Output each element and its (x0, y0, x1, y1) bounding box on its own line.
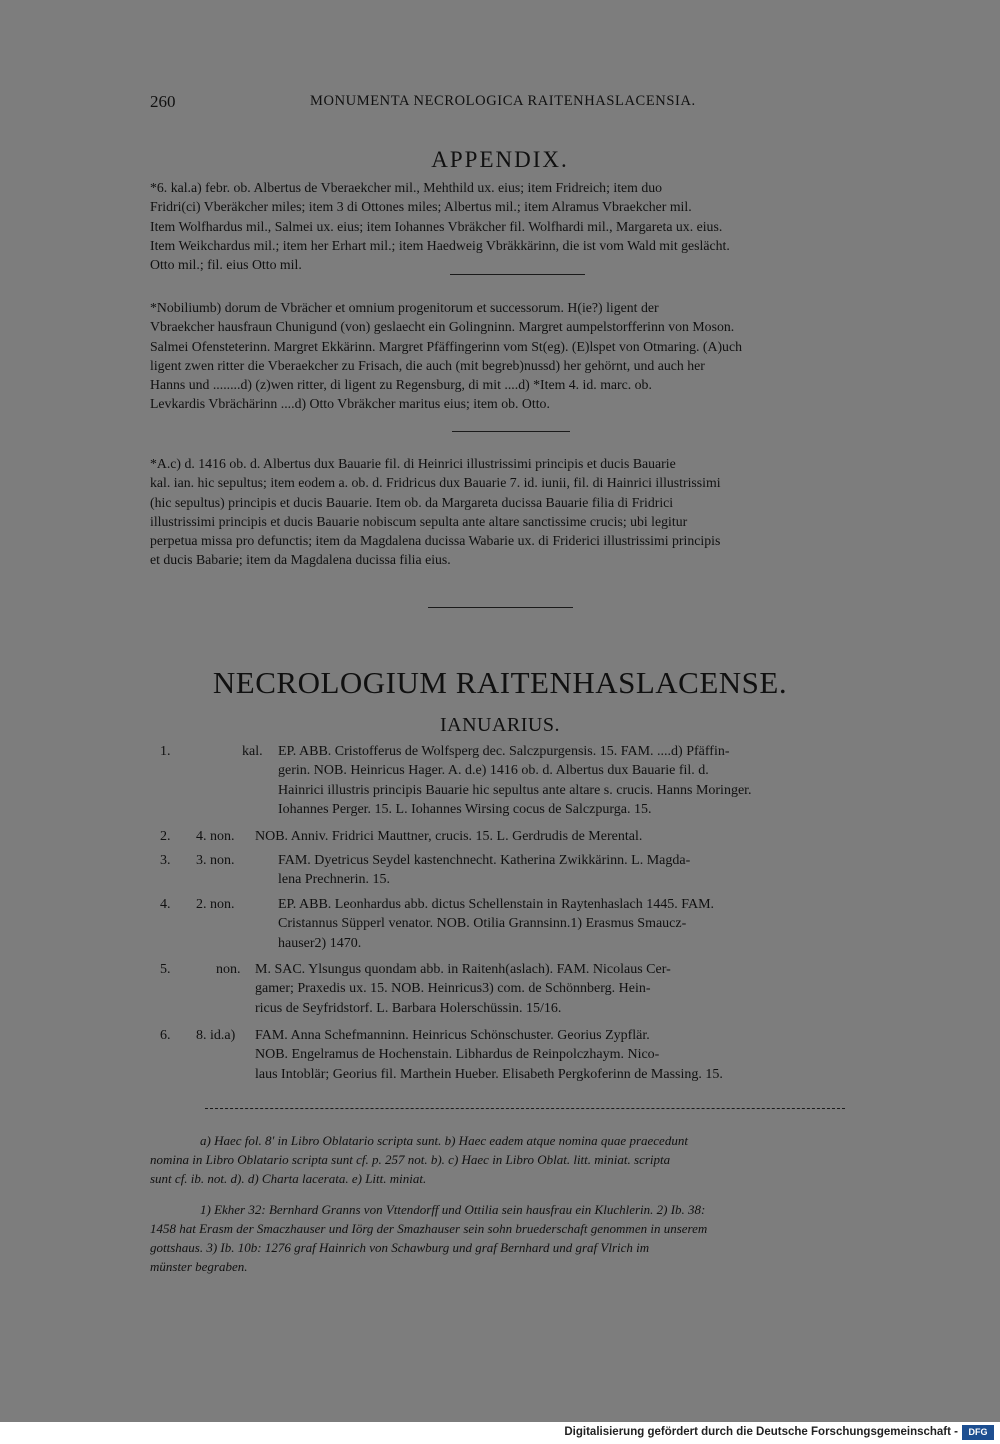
footnote-line: sunt cf. ib. not. d). d) Charta lacerata. e) Litt. miniat. (150, 1171, 427, 1186)
footnote-line: gottshaus. 3) Ib. 10b: 1276 graf Hainrich von Schawburg und graf Bernhard und graf Vlrich im (150, 1240, 650, 1255)
entry-date: 2. non. (196, 897, 235, 912)
entry-line: ricus de Seyfridstorf. L. Barbara Holerschüssin. 15/16. (255, 1000, 562, 1016)
text-line: Item Wolfhardus mil., Salmei ux. eius; item Iohannes Vbräkcher fil. Wolfhardi mil., Margareta ux. eius. (150, 218, 723, 234)
entry-number: 4. (160, 897, 171, 912)
entry-line: NOB. Engelramus de Hochenstain. Libhardus de Reinpolczhaym. Nico- (255, 1047, 660, 1063)
appendix-paragraph-3 (150, 454, 885, 570)
entry-line: lena Prechnerin. 15. (278, 872, 390, 888)
text-line: Otto mil.; fil. eius Otto mil. (150, 257, 302, 273)
text-line: Salmei Ofensteterinn. Margret Ekkärinn. Margret Pfäffingerinn vom St(eg). (E)lspet von Otmaring. (A)uch (150, 338, 742, 354)
entry-number: 5. (160, 962, 171, 977)
text-line: Levkardis Vbrächärinn ....d) Otto Vbräkcher maritus eius; item ob. Otto. (150, 396, 550, 412)
appendix-heading: APPENDIX. (431, 147, 569, 172)
entry-number: 6. (160, 1028, 171, 1043)
entry-date: 8. id.a) (196, 1028, 236, 1043)
text-line: *Nobiliumb) dorum de Vbrächer et omnium progenitorum et successorum. H(ie?) ligent der (150, 300, 659, 315)
dfg-logo: DFG (962, 1425, 994, 1440)
entry-date: 4. non. (196, 829, 235, 844)
text-line: kal. ian. hic sepultus; item eodem a. ob. d. Fridricus dux Bauarie 7. id. iunii, fil. di Hainrici illustrissimi (150, 475, 721, 491)
entry-date: non. (216, 962, 241, 977)
footnotes-lettered (150, 1131, 890, 1188)
text-line: *6. kal.a) febr. ob. Albertus de Vberaekcher mil., Mehthild ux. eius; item Fridreich; item duo (150, 180, 663, 195)
text-line: (hic sepultus) principis et ducis Bauarie. Item ob. da Margareta ducissa Bauarie filia di Fridrici (150, 494, 674, 510)
section-divider (450, 274, 585, 275)
footnote-line: nomina in Libro Oblatario scripta sunt cf. p. 257 not. b). c) Haec in Libro Oblat. litt. miniat. scripta (150, 1152, 671, 1167)
digitization-footer (0, 1422, 1000, 1444)
text-line: illustrissimi principis et ducis Bauarie nobiscum sepulta ante altare sanctissime crucis; ubi legitur (150, 513, 688, 529)
entry-line: gamer; Praxedis ux. 15. NOB. Heinricus3) com. de Schönnberg. Hein- (255, 981, 651, 997)
entry-line: M. SAC. Ylsungus quondam abb. in Raitenh(aslach). FAM. Nicolaus Cer- (255, 962, 671, 977)
footnote-line: 1458 hat Erasm der Smaczhauser und Iörg der Smazhauser sein sohn bruederschaft genommen in unserem (150, 1221, 708, 1236)
running-title: MONUMENTA NECROLOGICA RAITENHASLACENSIA. (310, 93, 696, 109)
text-line: Hanns und ........d) (z)wen ritter, di ligent zu Regensburg, di mit ....d) *Item 4. id. marc. ob. (150, 377, 652, 393)
footnote-line: 1) Ekher 32: Bernhard Granns von Vttendorff und Ottilia sein hausfrau ein Kluchlerin. 2) Ib. 38: (200, 1202, 706, 1217)
appendix-paragraph-2 (150, 298, 885, 414)
page-number: 260 (150, 92, 176, 111)
entry-line: hauser2) 1470. (278, 935, 362, 951)
section-divider (452, 431, 570, 432)
entry-line: FAM. Anna Schefmanninn. Heinricus Schönschuster. Georius Zypflär. (255, 1028, 650, 1043)
text-line: Fridri(ci) Vberäkcher miles; item 3 di Ottones miles; Albertus mil.; item Alramus Vbraekcher mil. (150, 199, 692, 215)
footnote-line: a) Haec fol. 8' in Libro Oblatario scripta sunt. b) Haec eadem atque nomina quae praecedunt (200, 1133, 688, 1148)
entry-line: EP. ABB. Leonhardus abb. dictus Schellenstain in Raytenhaslach 1445. FAM. (278, 897, 715, 912)
entry-number: 2. (160, 829, 171, 844)
entry-line: Hainrici illustris principis Bauarie hic sepultus ante altare s. crucis. Hanns Moringer. (278, 782, 752, 798)
text-line: et ducis Babarie; item da Magdalena ducissa filia eius. (150, 552, 451, 568)
entry-line: laus Intoblär; Georius fil. Marthein Hueber. Elisabeth Pergkoferinn de Massing. 15. (255, 1066, 723, 1082)
funding-credit: Digitalisierung gefördert durch die Deutsche Forschungsgemeinschaft - (564, 1426, 958, 1438)
entry-line: gerin. NOB. Heinricus Hager. A. d.e) 1416 ob. d. Albertus dux Bauarie fil. d. (278, 763, 709, 779)
entry-line: Cristannus Süpperl venator. NOB. Otilia Grannsinn.1) Erasmus Smaucz- (278, 916, 687, 932)
text-line: Item Weikchardus mil.; item her Erhart mil.; item Haedweig Vbräkkärinn, die ist vom Wald mit geslächt. (150, 237, 730, 253)
section-divider (428, 607, 573, 608)
text-line: perpetua missa pro defunctis; item da Magdalena ducissa Wabarie ux. di Friderici illustrissimi principis (150, 533, 721, 549)
text-line: ligent zwen ritter die Vberaekcher zu Frisach, die auch (mit begreb)nussd) her gehörnt, und auch her (150, 357, 705, 373)
appendix-paragraph-1 (150, 178, 885, 274)
footnote-line: münster begraben. (150, 1259, 248, 1274)
entry-line: Iohannes Perger. 15. L. Iohannes Wirsing cocus de Salczpurga. 15. (278, 801, 652, 817)
entry-line: FAM. Dyetricus Seydel kastenchnecht. Katherina Zwikkärinn. L. Magda- (278, 853, 691, 868)
entry-date: 3. non. (196, 853, 235, 868)
entry-number: 3. (160, 853, 171, 868)
necrologium-heading: NECROLOGIUM RAITENHASLACENSE. (212, 665, 788, 700)
text-line: *A.c) d. 1416 ob. d. Albertus dux Bauarie fil. di Heinrici illustrissimi principis et ducis Bauarie (150, 456, 676, 471)
month-heading: IANUARIUS. (440, 714, 560, 736)
text-line: Vbraekcher hausfraun Chunigund (von) geslaecht ein Golingninn. Margret aumpelstorfferinn von Moson. (150, 319, 735, 335)
section-divider (205, 1108, 845, 1109)
entry-date: kal. (242, 744, 263, 759)
entry-line: NOB. Anniv. Fridrici Mauttner, crucis. 15. L. Gerdrudis de Merental. (255, 829, 643, 844)
footnotes-numbered (150, 1200, 890, 1276)
entry-number: 1. (160, 744, 171, 759)
entry-line: EP. ABB. Cristofferus de Wolfsperg dec. Salczpurgensis. 15. FAM. ....d) Pfäffin- (278, 744, 730, 759)
